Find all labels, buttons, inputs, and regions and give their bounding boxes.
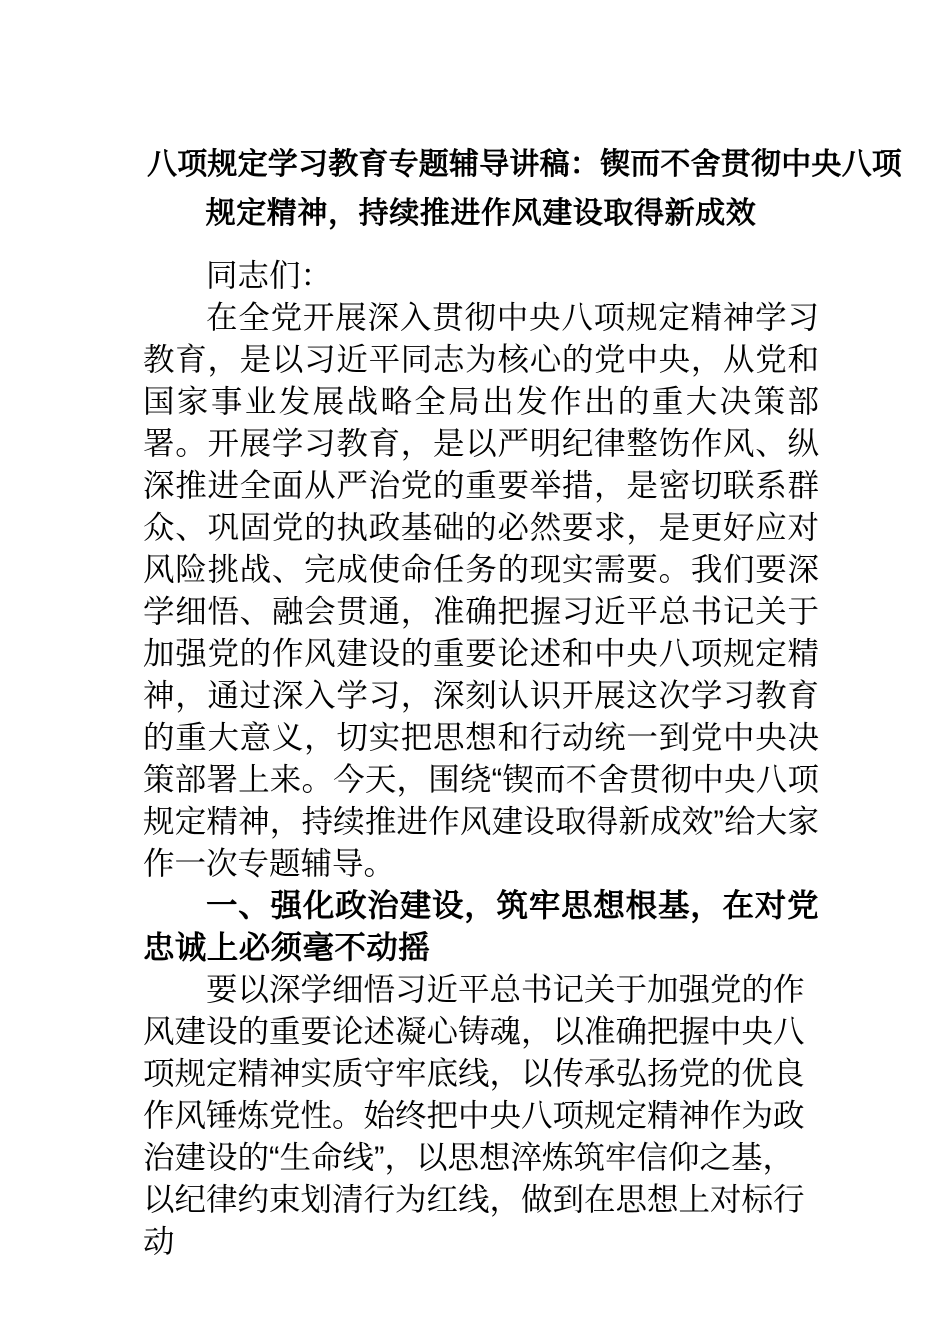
body-paragraph-2: 要以深学细悟习近平总书记关于加强党的作风建设的重要论述凝心铸魂，以准确把握中央八项规定精神实质守牢底线，以传承弘扬党的优良作风锤炼党性。始终把中央八项规定精神作为政治建设的“生命线”，以思想淬炼筑牢信仰之基，以纪律约束划清行为红线，做到在思想上对标行动	[143, 971, 805, 1259]
body-paragraph-1: 在全党开展深入贯彻中央八项规定精神学习教育，是以习近平同志为核心的党中央，从党和国家事业发展战略全局出发作出的重大决策部署。开展学习教育，是以严明纪律整饬作风、纵深推进全面从严治党的重要举措，是密切联系群众、巩固党的执政基础的必然要求，是更好应对风险挑战、完成使命任务的现实需要。我们要深学细悟、融会贯通，准确把握习近平总书记关于加强党的作风建设的重要论述和中央八项规定精神，通过深入学习，深刻认识开展这次学习教育的重大意义，切实把思想和行动统一到党中央决策部署上来。今天，围绕“锲而不舍贯彻中央八项规定精神，持续推进作风建设取得新成效”给大家作一次专题辅导。	[143, 299, 819, 881]
section-heading-1: 一、强化政治建设，筑牢思想根基，在对党忠诚上必须毫不动摇	[143, 887, 819, 965]
page-title	[143, 140, 902, 238]
salutation: 同志们：	[206, 257, 333, 293]
page-title-line-1: 八项规定学习教育专题辅导讲稿：锲而不舍贯彻中央八项	[147, 148, 902, 181]
page-title-line-2: 规定精神，持续推进作风建设取得新成效	[205, 197, 757, 230]
document-body	[143, 140, 902, 1262]
